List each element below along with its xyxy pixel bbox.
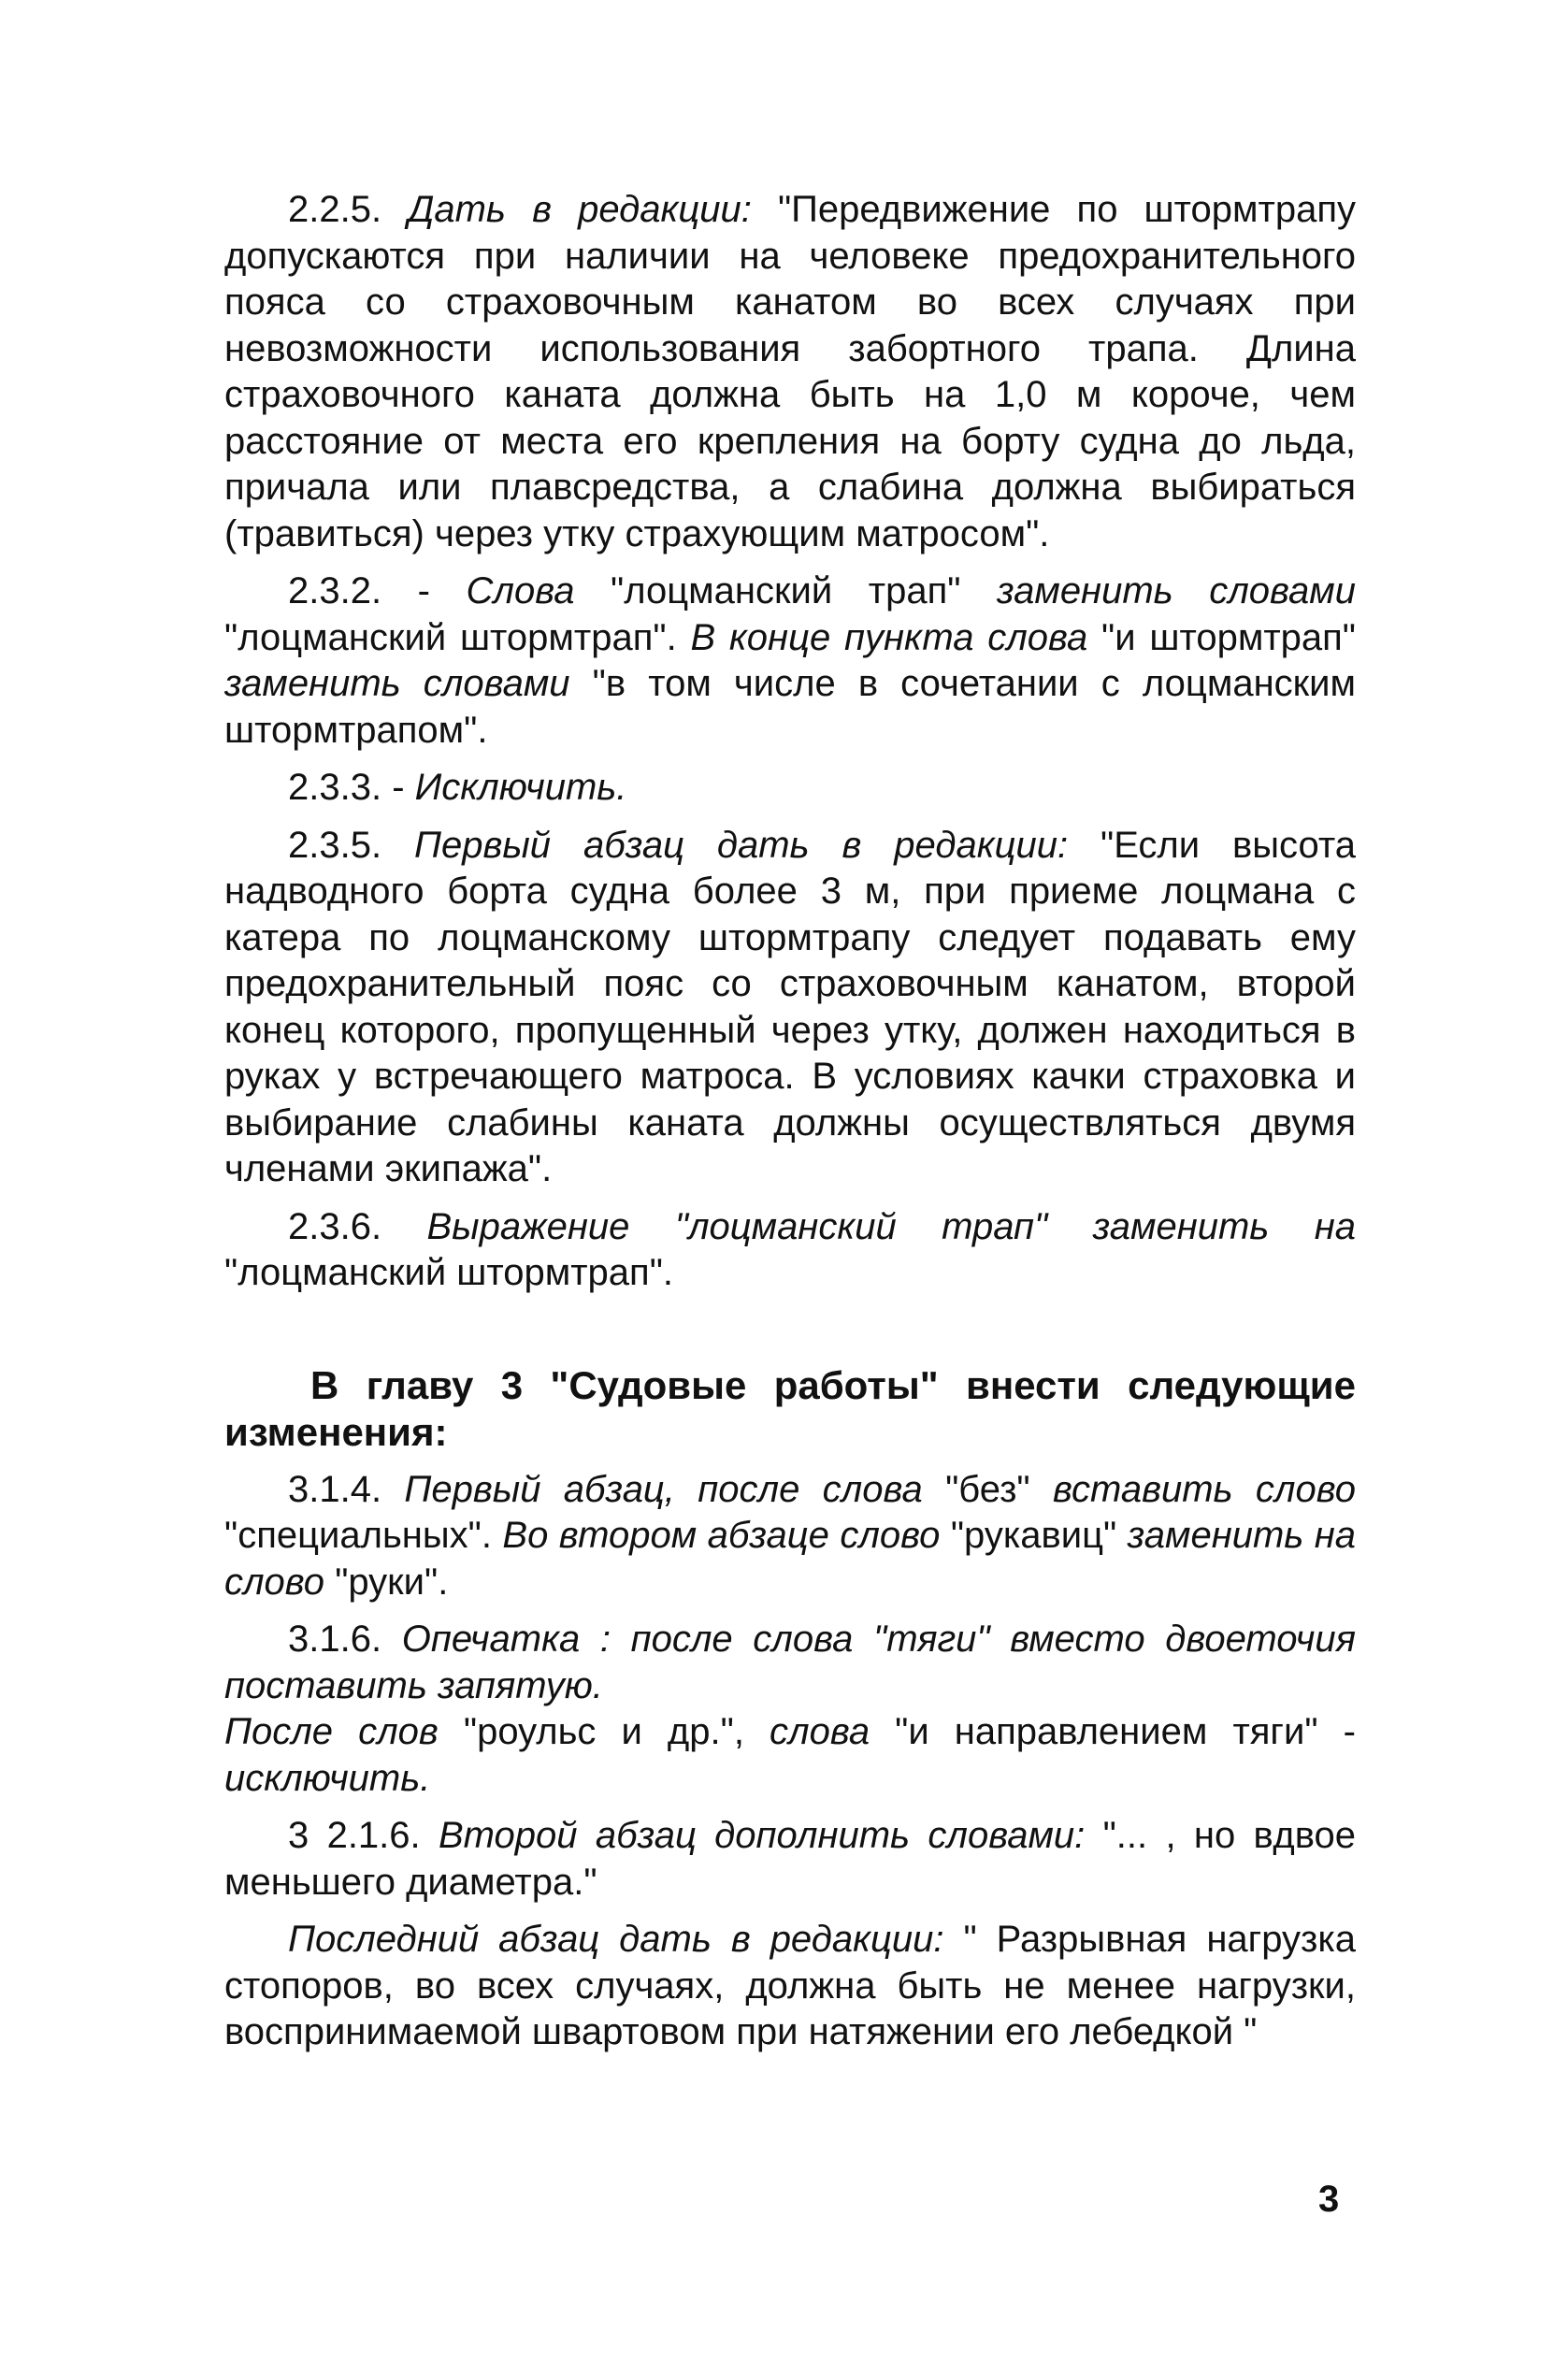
clause-number: 3 2.1.6.: [288, 1815, 421, 1856]
paragraph-2-2-5: [224, 187, 1356, 557]
document-page: [224, 187, 1356, 2056]
paragraph-2-3-2: 2.3.2. - Слова "лоцманский трап" заменить словами "лоцманский штормтрап". В конце пункта слова "и штормтрап" заменить словами "в том числе в сочетании с лоцманским штормтрапом".: [224, 570, 1356, 751]
clause-number: 2.3.5.: [288, 824, 382, 866]
paragraph-2-3-3: 2.3.3. - Исключить.: [288, 767, 627, 808]
clause-number: 2.3.3.: [288, 767, 382, 808]
paragraph-2-3-6: 2.3.6. Выражение "лоцманский трап" заменить на "лоцманский штормтрап".: [224, 1205, 1356, 1293]
chapter-3-heading: В главу 3 "Судовые работы" внести следующие изменения:: [224, 1362, 1356, 1454]
clause-number: 3.1.4.: [288, 1468, 382, 1510]
clause-number: 3.1.6.: [288, 1619, 382, 1660]
paragraph-3-1-4: 3.1.4. Первый абзац, после слова "без" вставить слово "специальных". Во втором абзаце слово "рукавиц" заменить на слово "руки".: [224, 1468, 1357, 1603]
paragraph-3-2-1-6: 3 2.1.6. Второй абзац дополнить словами: "... , но вдвое меньшего диаметра.": [224, 1815, 1356, 1903]
paragraph-last-abzac: Последний абзац дать в редакции: " Разрывная нагрузка стопоров, во всех случаях, должна быть не менее нагрузки, воспринимаемой швартовом при натяжении его лебедкой ": [224, 1919, 1356, 2052]
quoted-text: "Передвижение по штормтрапу допускаются при наличии на человеке предохранительного пояса со страховочным канатом во всех случаях при невозможности использования забортного трапа. Длина страховочного каната должна быть на 1,0 м короче, чем расстояние от места его крепления на борту судна до льда, причала или плавсредства, а слабина должна выбираться (травиться) через утку страхующим матросом".: [224, 189, 1356, 554]
clause-number: 2.3.2.: [288, 570, 382, 611]
clause-number: 2.3.6.: [288, 1205, 382, 1247]
page-number: 3: [1318, 2179, 1340, 2220]
paragraph-2-3-5: 2.3.5. Первый абзац дать в редакции: "Если высота надводного борта судна более 3 м, при приеме лоцмана с катера по лоцманскому штормтрапу следует подавать ему предохранительный пояс со страховочным канатом, второй конец которого, пропущенный через утку, должен находиться в руках у встречающего матроса. В условиях качки страховка и выбирание слабины каната должны осуществляться двумя членами экипажа".: [224, 824, 1356, 1189]
paragraph-3-1-6: 3.1.6. Опечатка : после слова "тяги" вместо двоеточия поставить запятую.: [224, 1619, 1357, 1706]
instruction-text: Дать в редакции:: [408, 189, 752, 230]
paragraph-after-words: После слов "роульс и др.", слова "и направлением тяги" - исключить.: [224, 1711, 1356, 1799]
clause-number: 2.2.5.: [288, 189, 382, 230]
